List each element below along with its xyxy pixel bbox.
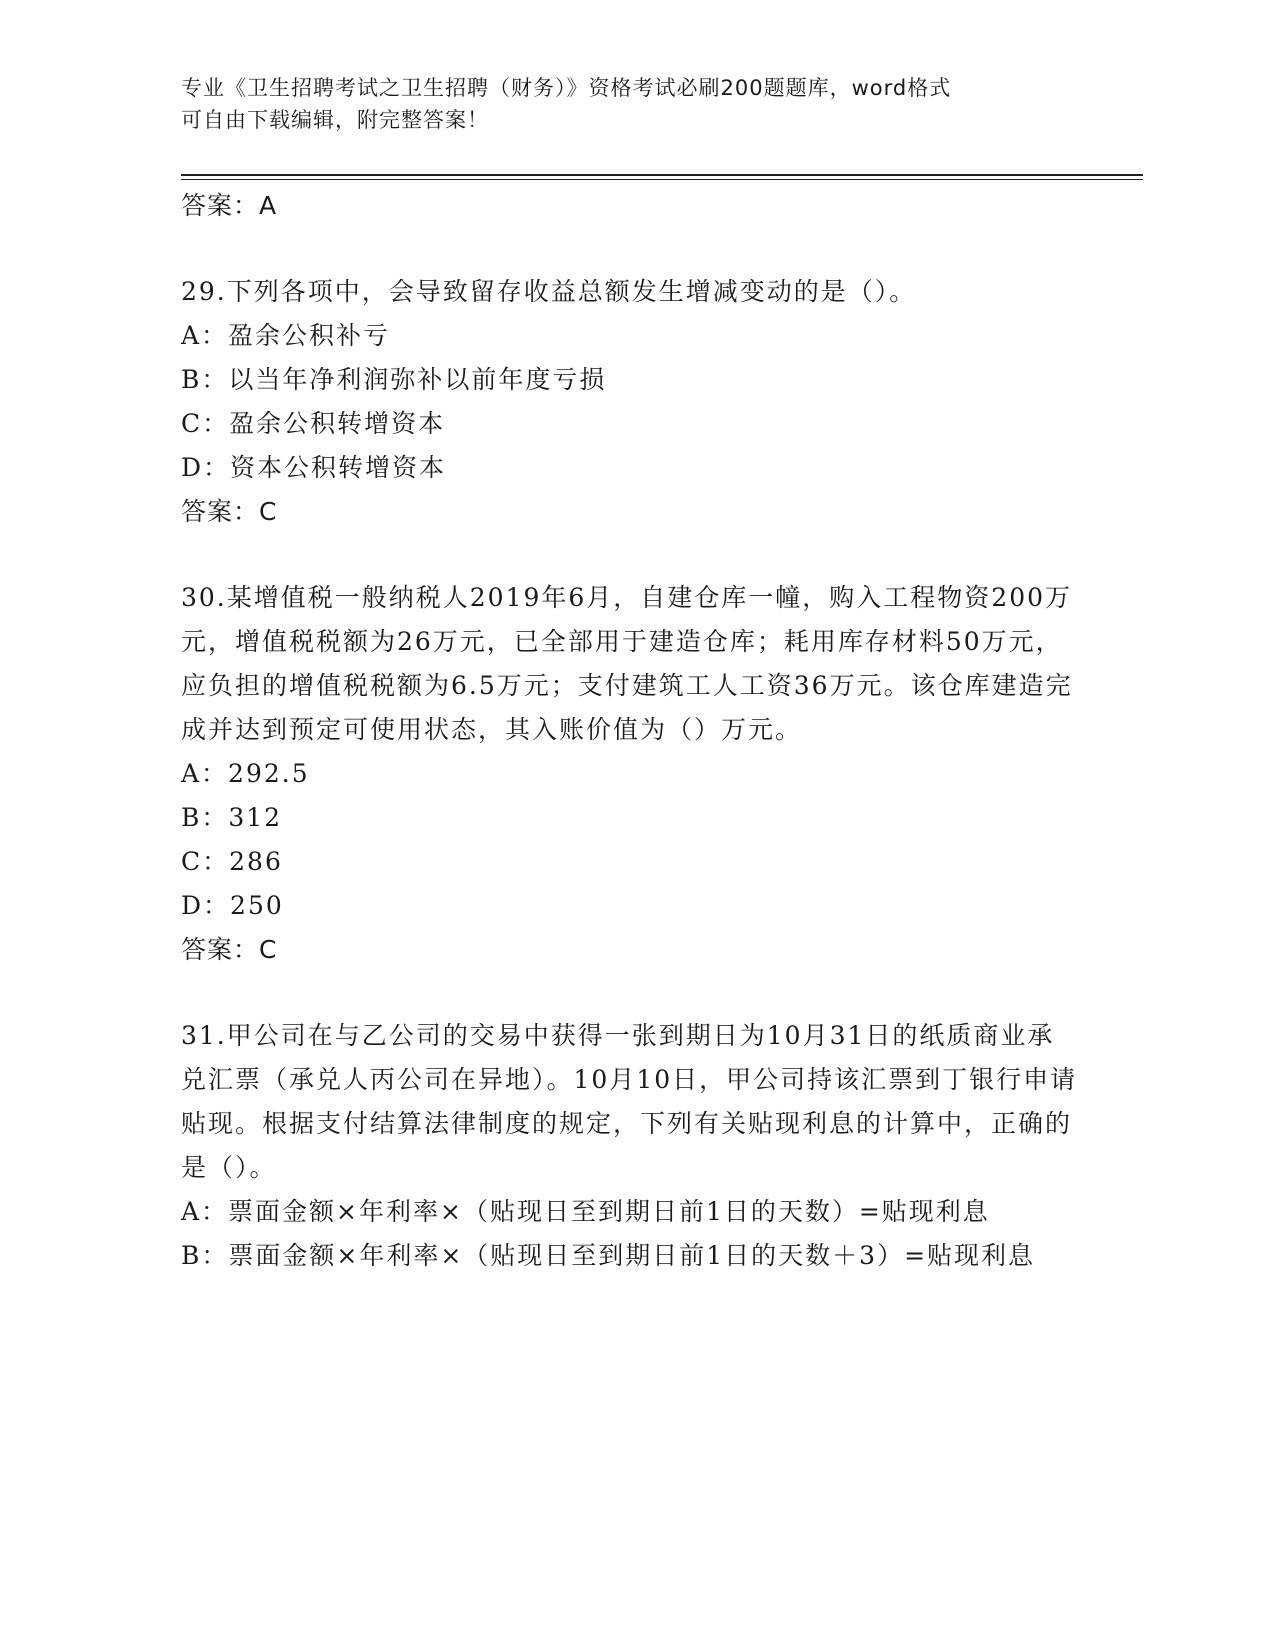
- option-a: A：盈余公积补亏: [181, 321, 391, 350]
- option-b: B：312: [181, 803, 283, 832]
- answer-line: 答案：A: [181, 191, 278, 220]
- option-b: B：以当年净利润弥补以前年度亏损: [181, 365, 607, 394]
- spacer: [181, 534, 1081, 576]
- document-header: [181, 72, 1061, 136]
- question-stem: 29.下列各项中，会导致留存收益总额发生增减变动的是（）。: [181, 277, 917, 306]
- answer-line: 答案：C: [181, 935, 278, 964]
- question-29: [181, 270, 1081, 490]
- question-stem: 30.某增值税一般纳税人2019年6月，自建仓库一幢，购入工程物资200万元，增值税税额为26万元，已全部用于建造仓库；耗用库存材料50万元，应负担的增值税税额为6.5万元；支付建筑工人工资36万元。该仓库建造完成并达到预定可使用状态，其入账价值为（）万元。: [181, 583, 1073, 744]
- spacer: [181, 972, 1081, 1014]
- question-stem: 31.甲公司在与乙公司的交易中获得一张到期日为10月31日的纸质商业承兑汇票（承兑人丙公司在异地）。10月10日，甲公司持该汇票到丁银行申请贴现。根据支付结算法律制度的规定，下列有关贴现利息的计算中，正确的是（）。: [181, 1021, 1078, 1182]
- document-body: [181, 184, 1081, 1278]
- question-30: [181, 576, 1081, 928]
- header-title-line-1: 专业《卫生招聘考试之卫生招聘（财务）》资格考试必刷200题题库，word格式: [181, 76, 952, 100]
- answer-line: 答案：C: [181, 497, 278, 526]
- option-b: B：票面金额×年利率×（贴现日至到期日前1日的天数＋3）=贴现利息: [181, 1241, 1036, 1270]
- option-d: D：250: [181, 891, 284, 920]
- option-a: A：票面金额×年利率×（贴现日至到期日前1日的天数）=贴现利息: [181, 1197, 990, 1226]
- option-c: C：286: [181, 847, 283, 876]
- option-c: C：盈余公积转增资本: [181, 409, 446, 438]
- option-d: D：资本公积转增资本: [181, 453, 447, 482]
- spacer: [181, 228, 1081, 270]
- option-a: A：292.5: [181, 759, 310, 788]
- header-divider: [181, 174, 1143, 180]
- header-title-line-2: 可自由下载编辑，附完整答案！: [181, 108, 489, 132]
- question-31: [181, 1014, 1081, 1278]
